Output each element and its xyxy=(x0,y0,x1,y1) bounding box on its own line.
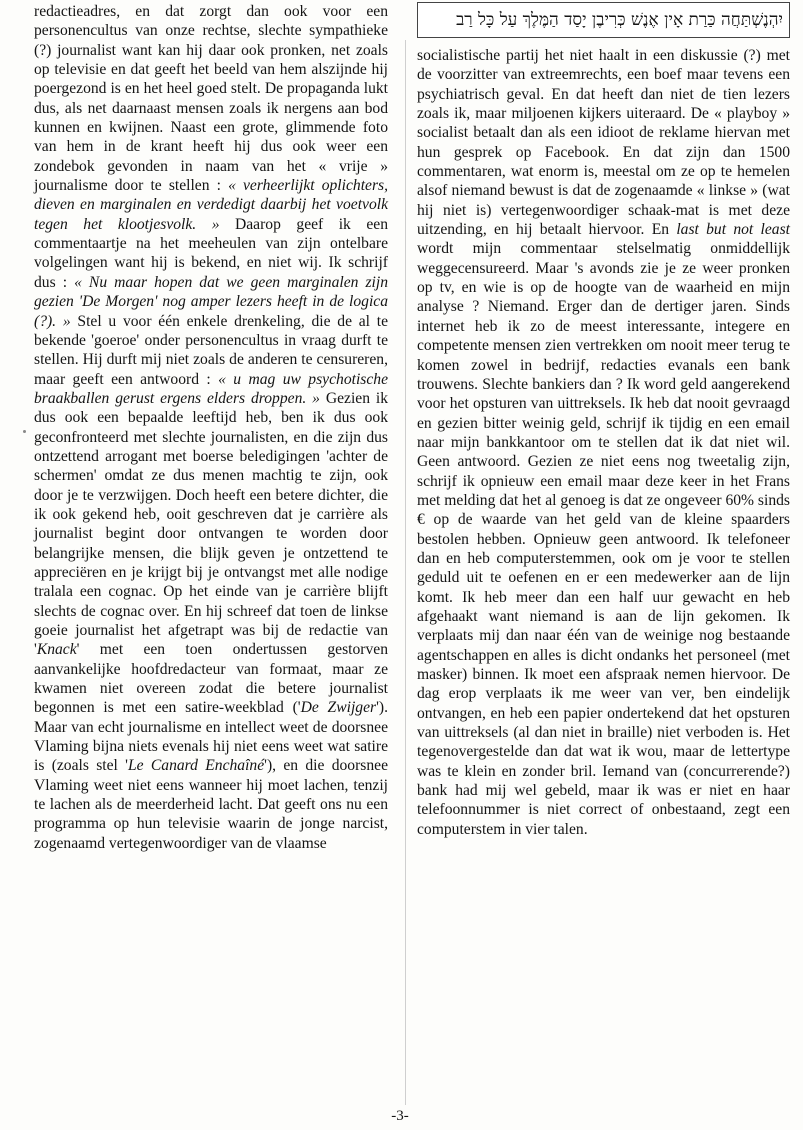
italic-quote: De Zwijger xyxy=(300,699,377,717)
text-run: wordt mijn commentaar stelselmatig onmiddellijk weggecensureerd. Maar 's avonds zie je ze weer pronken op tv, en wie is op de hoogte van de waarheid en mijn analyse ? Niemand. Erger dan de dertiger jaren. Sinds internet heb ik zo de meest interessante, integere en competente mensen zien vertrekken om nooit meer terug te komen zowel in bedrijf, redacties evanals een bank trouwens. Slechte bankiers dan ? Ik word geld aangerekend voor het opsturen van uittreksels. Ik heb dat nooit gevraagd en gezien bitter weinig geld, schrijf ik tijdig en een email naar mijn bankkantoor om te stellen dat ik dat niet wil. Geen antwoord. Gezien ze niet eens nog tweetalig zijn, schrijf ik opnieuw een email maar deze keer in het Frans met melding dat het al genoeg is dat ze ongeveer 60% sinds € op de waarde van het geld van de kleine spaarders bestolen hebben. Opnieuw geen antwoord. Ik telefoneer dan en heb computerstemmen, ook om je voor te stellen geduld uit te oefenen en er een medewerker aan de lijn komt. Ik heb meer dan een half uur gewacht en heb afgehaakt want niemand is aan de lijn gekomen. Ik verplaats mij dan naar één van de weinige nog bestaande agentschappen en alles is dicht ondanks het personeel (met masker) binnen. Ik moet een afspraak nemen hiervoor. De dag erop verplaats ik me weer van ver, ben eindelijk ontvangen, en heb een papier ondertekend dat het opsturen van uittreksels (al dan niet in braille) niet verboden is. Het tegenovergestelde dan dat wat ik wou, maar de lettertype was te klein en zonder bril. Iemand van (concurrerende?) bank had mij wel gebeld, maar ik was er niet en haar telefoonnummer is niet correct of onbestaand, zegt een computerstem in vier talen. xyxy=(417,240,790,838)
text-run: '), en die doorsnee Vlaming weet niet eens wanneer hij moet lachen, tenzij te lachen als de meerderheid lacht. Dat geeft ons nu een programma op hun televisie waarin de jonge narcist, zogenaamd vertegenwoordiger van de vlaamse xyxy=(34,757,389,852)
text-run: socialistische partij het niet haalt in een diskussie (?) met de voorzitter van extreemrechts, een boef maar tevens een psychiatrisch geval. En dat heeft dan niet de tien lezers zoals ik, maar miljoenen kijkers uiteraard. De « playboy » socialist betaalt dan als een idioot de reklame hiervan met hun gesprek op Facebook. En dat zijn dan 1500 commentaren, wat enorm is, meestal om ze op te hemelen alsof niemand bewust is dat de zogenaamde « linkse » (wat hij niet is) vertegenwoordiger schaak-mat is met deze uitzending, en hij betaalt hiervoor. En xyxy=(417,47,790,239)
text-run: Daarop geef ik een commentaartje na het meeheulen van zijn ontelbare volgelingen want hij is bekend, en niet wij. Ik schrijf dus : xyxy=(34,215,388,291)
italic-quote: Knack xyxy=(36,641,77,659)
italic-quote: last but not least xyxy=(676,221,790,239)
text-run: redactieadres, en dat zorgt dan ook voor een personencultus van onze rechtse, slechte sympathieke (?) journalist want kan hij daar ook pronken, net zoals op televisie en dat geeft het beeld van hem alszijnde hij poergezond is en het heel goed stelt. De propaganda lukt dus, als net daarnaast mensen zoals ik nergens aan bod kunnen en kwijnen. Naast een grote, glimmende foto van hem in de krant heeft hij dus ook weer een zondebok gevonden in naam van het « vrije » journalisme door te stellen : xyxy=(34,3,388,195)
page-number: -3- xyxy=(391,1108,409,1124)
column-divider xyxy=(405,40,406,1105)
italic-quote: « u mag uw psychotische braakballen gerust ergens elders droppen. » xyxy=(34,370,388,407)
hebrew-header: יִהְנֶשְׁתַּחֲה כַּרַת אָין אֶנֶשׁ כְּרִיבֶן יָסַד הַמֶּלֶךְ עַל כָּל רַב xyxy=(417,2,790,38)
italic-quote: Le Canard Enchaîné xyxy=(128,757,265,775)
text-run: Stel u voor één enkele drenkeling, die de al te bekende 'goeroe' onder personencultus in vraag durft te stellen. Hij durft mij niet zoals de anderen te censureren, maar geeft een antwoord : xyxy=(34,312,389,388)
right-column-text xyxy=(417,46,790,839)
scan-speck xyxy=(23,430,26,433)
italic-quote: « verheerlijkt oplichters, dieven en marginalen en verdedigt daarbij het voetvolk tegen het klootjesvolk. » xyxy=(34,177,388,233)
right-column xyxy=(417,46,790,839)
italic-quote: « Nu maar hopen dat we geen marginalen zijn gezien 'De Morgen' nog amper lezers heeft in de logica (?). » xyxy=(34,273,388,330)
text-run: '). Maar van echt journalisme en intellect weet de doorsnee Vlaming bijna niets evenals hij niet eens weet wat satire is (zoals stel ' xyxy=(34,699,388,775)
left-column-text xyxy=(34,2,388,853)
text-run: ' met een toen ondertussen gestorven aanvankelijke hoofdredacteur van formaat, maar ze kwamen niet overeen zodat die betere journalist begonnen is met een satire-weekblad (' xyxy=(34,641,388,717)
left-column xyxy=(34,2,388,853)
text-run: Gezien ik dus ook een bepaalde leeftijd heb, ben ik dus ook geconfronteerd met slechte journalisten, en die zijn dus ontzettend arrogant met boerse beledigingen 'achter de schermen' omdat ze dus menen machtig te zijn, ook door je te verzwijgen. Doch heeft een betere dichter, die ik ook gekend heb, ooit geschreven dat je carrière als journalist begint door ontvangen te worden door belangrijke mensen, die blijk geven je ontzettend te appreciëren en je krijgt bij je ontvangst met alle nodige tralala een cognac. Op het einde van je carrière blijft slechts de cognac over. En hij schreef dat toen de linkse goeie journalist het afgetrapt was bij de redactie van ' xyxy=(34,389,388,659)
